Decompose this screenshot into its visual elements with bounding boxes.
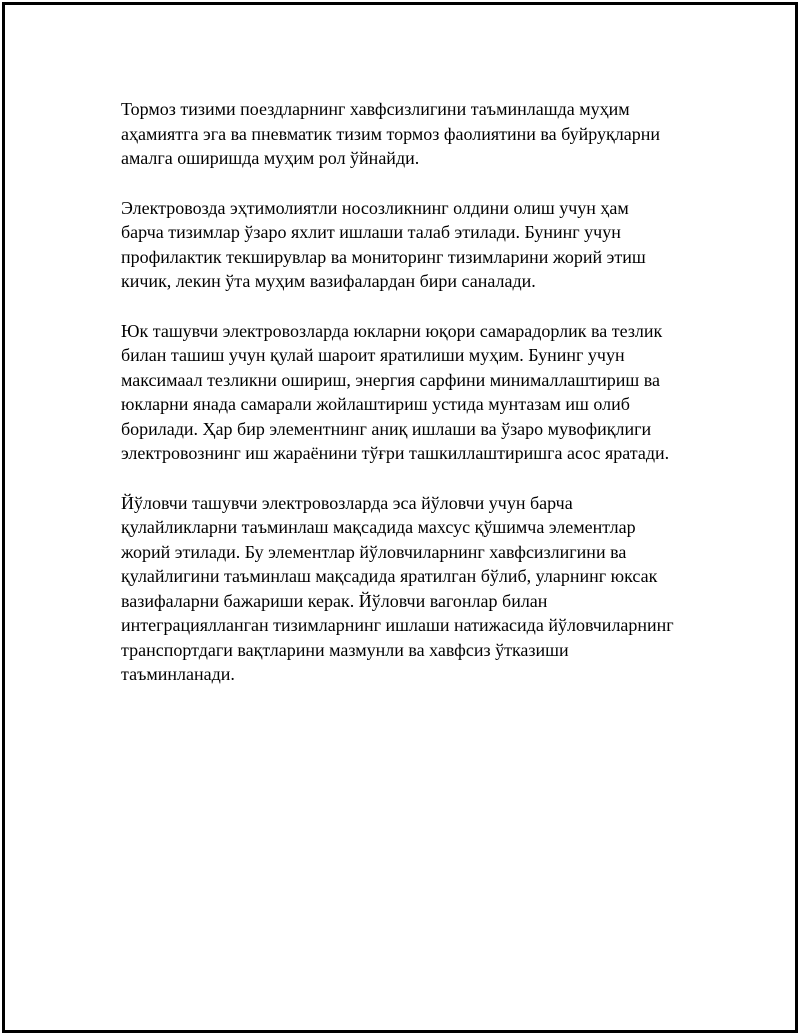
paragraph-brake-system: Тормоз тизими поездларнинг хавфсизлигини таъминлашда муҳим аҳамиятга эга ва пневматик тизим тормоз фаолиятини ва буйруқларни амалга оширишда муҳим рол ўйнайди. — [121, 99, 661, 168]
paragraph-freight-locomotives: Юк ташувчи электровозларда юкларни юқори самарадорлик ва тезлик билан ташиш учун қулай шароит яратилиши муҳим. Бунинг учун максимаал тезликни ошириш, энергия сарфини минималлаштириш ва юкларни янада самарали жойлаштириш устида мунтазам иш олиб борилади. Ҳар бир элементнинг аниқ ишлаши ва ўзаро мувофиқлиги электровознинг иш жараёнини тўғри ташкиллаштиришга асос яратади. — [121, 320, 670, 463]
page-frame — [2, 2, 798, 1033]
paragraph-fault-prevention: Электровозда эҳтимолиятли носозликнинг олдини олиш учун ҳам барча тизимлар ўзаро яхлит ишлаши талаб этилади. Бунинг учун профилактик текширувлар ва мониторинг тизимларини жорий этиш кичик, лекин ўта муҳим вазифалардан бири саналади. — [121, 197, 646, 291]
document-body — [121, 97, 721, 712]
paragraph-passenger-locomotives: Йўловчи ташувчи электровозларда эса йўловчи учун барча қулайликларни таъминлаш мақсадида махсус қўшимча элементлар жорий этилади. Бу элементлар йўловчиларнинг хавфсизлигини ва қулайлигини таъминлаш мақсадида яратилган бўлиб, уларнинг юксак вазифаларни бажариши керак. Йўловчи вагонлар билан интеграциялланган тизимларнинг ишлаши натижасида йўловчиларнинг транспортдаги вақтларини мазмунли ва хавфсиз ўтказиши таъминланади. — [121, 492, 674, 684]
